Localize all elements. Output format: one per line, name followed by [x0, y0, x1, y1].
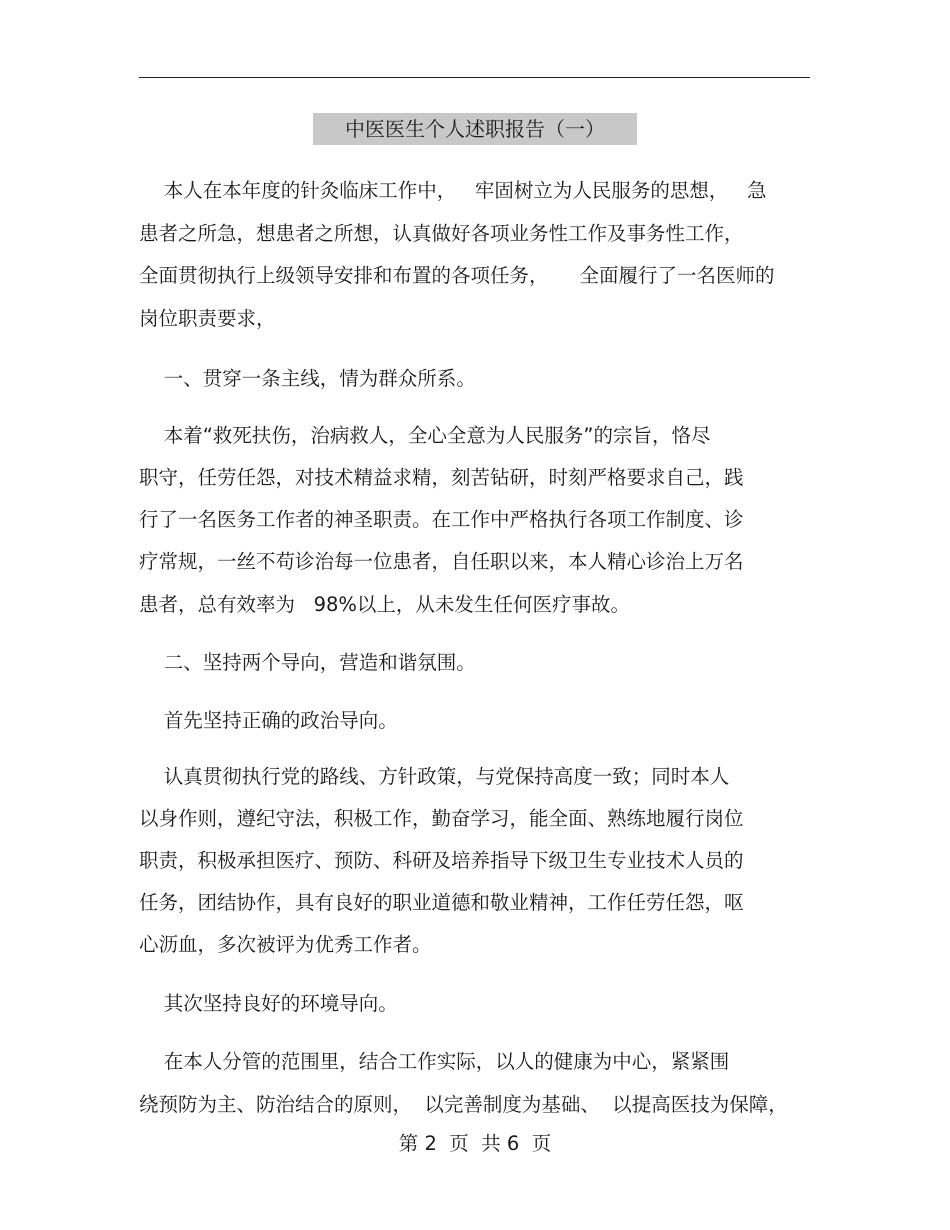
- body-line: 患者，总有效率为 98%以上，从未发生任何医疗事故。: [139, 593, 630, 616]
- header-rule: [139, 77, 810, 78]
- body-line: 患者之所急，想患者之所想，认真做好各项业务性工作及事务性工作，: [139, 222, 744, 245]
- body-line: 职守，任劳任怨，对技术精益求精，刻苦钻研，时刻严格要求自己，践: [139, 466, 744, 489]
- body-line: 职责，积极承担医疗、预防、科研及培养指导下级卫生专业技术人员的: [139, 849, 744, 872]
- body-line: 岗位职责要求，: [139, 307, 276, 330]
- section-heading: 一、贯穿一条主线，情为群众所系。: [139, 367, 476, 390]
- sub-heading: 首先坚持正确的政治导向。: [139, 709, 398, 732]
- body-line: 在本人分管的范围里，结合工作实际，以人的健康为中心，紧紧围: [139, 1050, 730, 1073]
- body-line: 本着“救死扶伤，治病救人，全心全意为人民服务”的宗旨，恪尽: [139, 424, 711, 447]
- body-line: 疗常规，一丝不苟诊治每一位患者，自任职以来，本人精心诊治上万名: [139, 550, 744, 573]
- title-container: [0, 113, 950, 145]
- body-line: 本人在本年度的针灸临床工作中， 牢固树立为人民服务的思想， 急: [139, 179, 767, 202]
- body-line: 以身作则，遵纪守法，积极工作，勤奋学习，能全面、熟练地履行岗位: [139, 807, 744, 830]
- body-line: 行了一名医务工作者的神圣职责。在工作中严格执行各项工作制度、诊: [139, 508, 744, 531]
- body-line: 绕预防为主、防治结合的原则， 以完善制度为基础、 以提高医技为保障，: [139, 1093, 788, 1116]
- section-heading: 二、坚持两个导向，营造和谐氛围。: [139, 651, 476, 674]
- body-line: 任务，团结协作，具有良好的职业道德和敬业精神，工作任劳任怨，呕: [139, 891, 744, 914]
- document-title: 中医医生个人述职报告（一）: [313, 113, 637, 145]
- body-line: 全面贯彻执行上级领导安排和布置的各项任务， 全面履行了一名医师的: [139, 264, 775, 287]
- body-line: 心沥血，多次被评为优秀工作者。: [139, 933, 432, 956]
- body-line: 认真贯彻执行党的路线、方针政策，与党保持高度一致；同时本人: [139, 765, 730, 788]
- page-footer: 第 2 页 共 6 页: [398, 1132, 552, 1155]
- sub-heading: 其次坚持良好的环境导向。: [139, 992, 398, 1015]
